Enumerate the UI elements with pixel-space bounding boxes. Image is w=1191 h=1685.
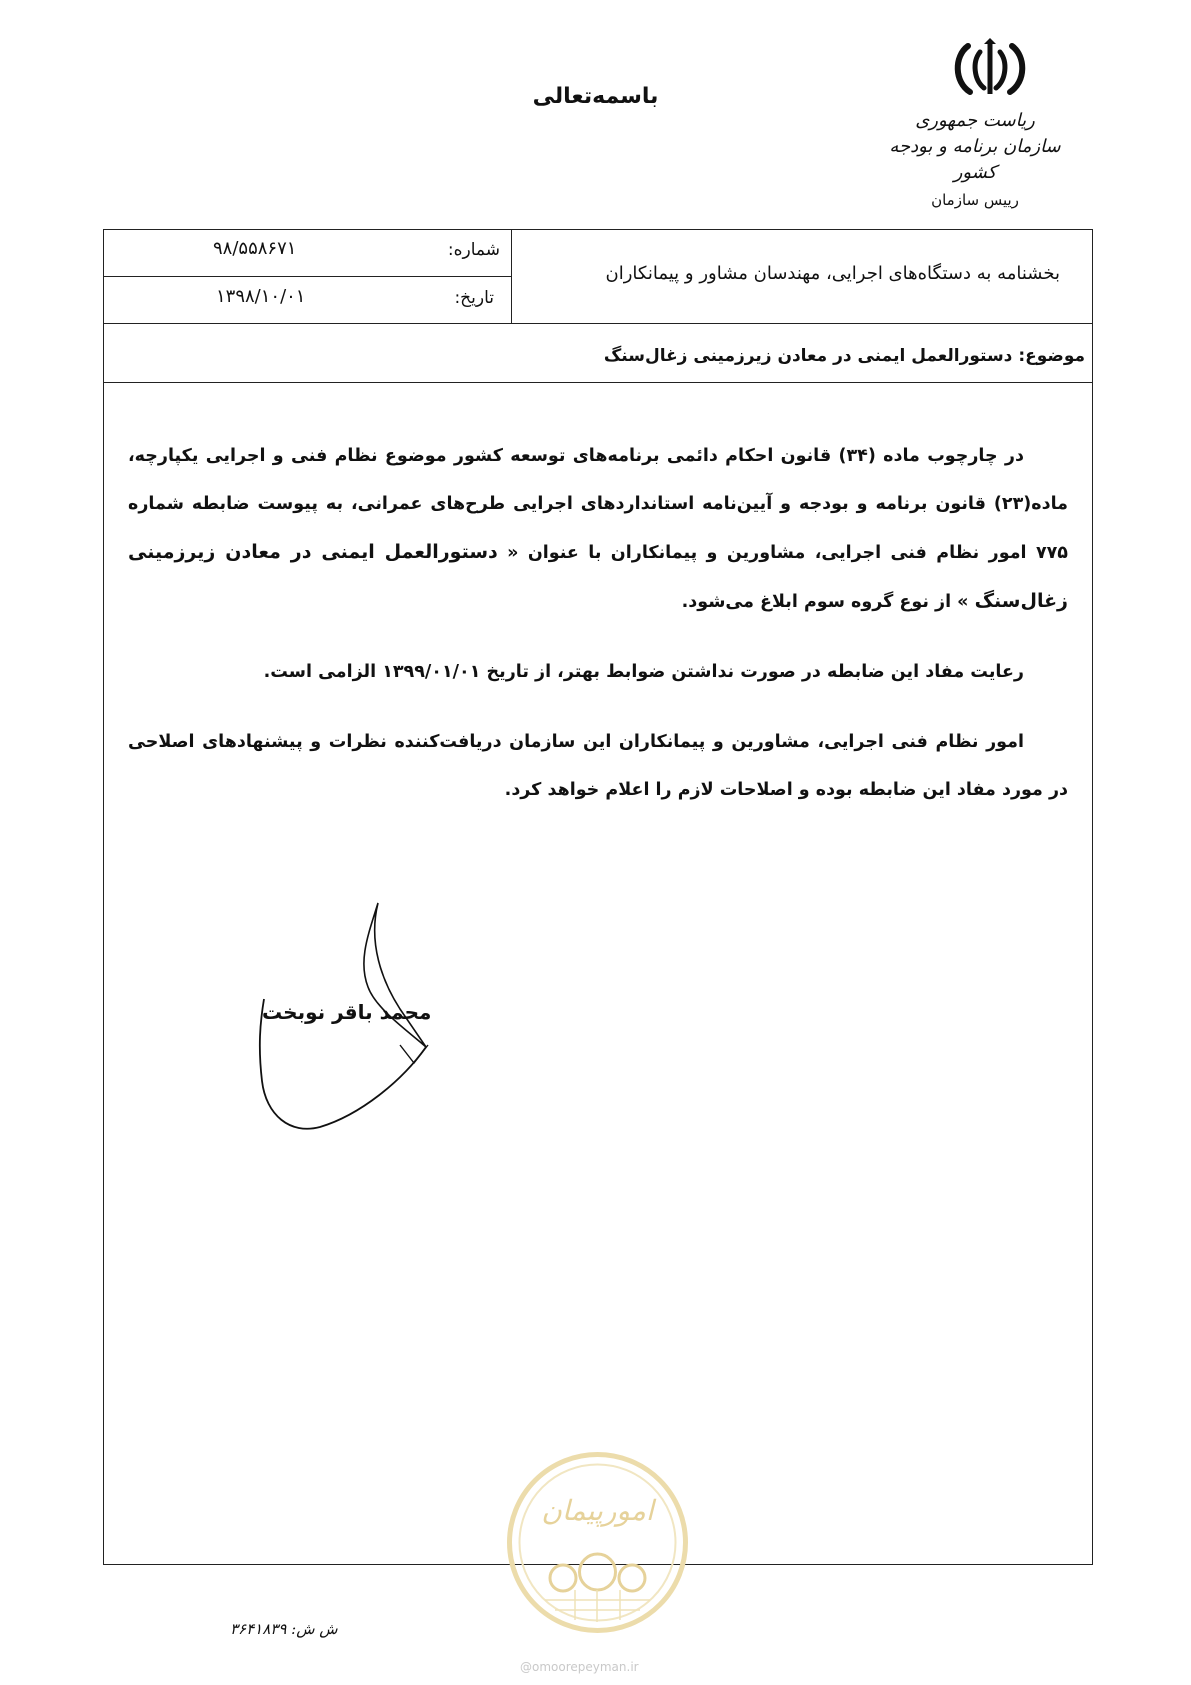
table-divider-subject [103, 382, 1093, 383]
watermark-seal-icon [505, 1450, 690, 1635]
watermark-url: @omoorepeyman.ir [520, 1660, 639, 1674]
table-divider-number-date [103, 276, 511, 277]
signer-name: محمد باقر نوبخت [262, 1000, 432, 1024]
logo-line-head: رییس سازمان [931, 191, 1019, 209]
date-value: ۱۳۹۸/۱۰/۰۱ [216, 286, 306, 307]
logo-caption [880, 108, 1070, 214]
table-divider-vertical [511, 229, 512, 323]
number-value: ۹۸/۵۵۸۶۷۱ [213, 238, 297, 259]
body-paragraph-2: رعایت مفاد این ضابطه در صورت نداشتن ضوابط بهتر، از تاریخ ۱۳۹۹/۰۱/۰۱ الزامی است. [263, 662, 1024, 682]
addressee: بخشنامه به دستگاه‌های اجرایی، مهندسان مشاور و پیمانکاران [605, 263, 1060, 284]
footer-code: ش ش: ۳۶۴۱۸۳۹ [230, 1620, 338, 1638]
logo-line-organization: سازمان برنامه و بودجه کشور [889, 136, 1061, 183]
number-label: شماره: [447, 240, 500, 260]
page-heading: باسمه‌تعالی [532, 84, 659, 109]
logo-line-presidency: ریاست جمهوری [915, 110, 1035, 131]
date-label: تاریخ: [454, 288, 494, 308]
subject-line: موضوع: دستورالعمل ایمنی در معادن زیرزمینی زغال‌سنگ [603, 346, 1085, 366]
body-paragraph-1: در چارچوب ماده (۳۴) قانون احکام دائمی برنامه‌های توسعه کشور موضوع نظام فنی و اجرایی یکپارچه، ماده(۲۳) قانون برنامه و بودجه و آیین‌نامه استانداردهای اجرایی طرح‌های عمرانی، به پیوست ضابطه شماره ۷۷۵ امور نظام فنی اجرایی، مشاورین و پیمانکاران با عنوان « دستورالعمل ایمنی در معادن زیرزمینی زغال‌سنگ » از نوع گروه سوم ابلاغ می‌شود. [128, 446, 1068, 612]
letter-body [128, 432, 1068, 836]
table-divider-header [103, 323, 1093, 324]
iran-emblem-icon [940, 38, 1040, 98]
body-paragraph-3: امور نظام فنی اجرایی، مشاورین و پیمانکاران این سازمان دریافت‌کننده نظرات و پیشنهادهای اصلاحی در مورد مفاد این ضابطه بوده و اصلاحات لازم را اعلام خواهد کرد. [128, 732, 1068, 800]
svg-text:امورپیمان: امورپیمان [541, 1494, 654, 1527]
regulation-title: دستورالعمل ایمنی در معادن زیرزمینی زغال‌سنگ [128, 541, 1068, 612]
